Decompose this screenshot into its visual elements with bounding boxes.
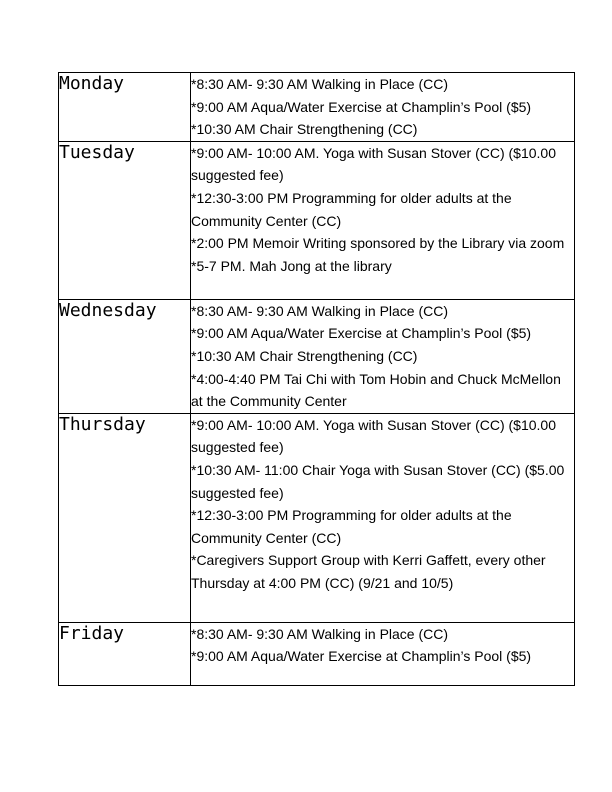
event-list xyxy=(191,413,575,622)
event-item: *5-7 PM. Mah Jong at the library xyxy=(191,257,392,274)
event-list xyxy=(191,622,575,685)
event-item: *8:30 AM- 9:30 AM Walking in Place (CC) xyxy=(191,302,449,319)
day-label: Friday xyxy=(59,622,191,685)
event-list xyxy=(191,141,575,299)
event-item: *9:00 AM Aqua/Water Exercise at Champlin’s Pool ($5) xyxy=(191,325,532,342)
day-label: Monday xyxy=(59,73,191,142)
event-item: *2:00 PM Memoir Writing sponsored by the Library via zoom xyxy=(191,235,565,252)
event-list xyxy=(191,299,575,413)
event-item: *Caregivers Support Group with Kerri Gaffett, every other Thursday at 4:00 PM (CC) (9/21 and 10/5) xyxy=(191,552,546,591)
event-item: *9:00 AM- 10:00 AM. Yoga with Susan Stover (CC) ($10.00 suggested fee) xyxy=(191,416,556,456)
day-label: Thursday xyxy=(59,413,191,622)
event-item: *10:30 AM Chair Strengthening (CC) xyxy=(191,347,418,364)
event-item: *10:30 AM- 11:00 Chair Yoga with Susan Stover (CC) ($5.00 suggested fee) xyxy=(191,461,565,501)
day-label: Tuesday xyxy=(59,141,191,299)
event-item: *8:30 AM- 9:30 AM Walking in Place (CC) xyxy=(191,625,449,642)
event-item: *9:00 AM- 10:00 AM. Yoga with Susan Stover (CC) ($10.00 suggested fee) xyxy=(191,144,556,184)
day-label: Wednesday xyxy=(59,299,191,413)
schedule-row-wednesday xyxy=(59,299,575,413)
event-item: *12:30-3:00 PM Programming for older adults at the Community Center (CC) xyxy=(191,189,512,229)
schedule-row-tuesday xyxy=(59,141,575,299)
event-item: *4:00-4:40 PM Tai Chi with Tom Hobin and Chuck McMellon at the Community Center xyxy=(191,370,561,410)
event-item: *8:30 AM- 9:30 AM Walking in Place (CC) xyxy=(191,76,449,92)
weekly-schedule-table xyxy=(58,72,575,686)
event-list xyxy=(191,73,575,142)
schedule-row-monday xyxy=(59,73,575,142)
schedule-row-friday xyxy=(59,622,575,685)
event-item: *10:30 AM Chair Strengthening (CC) xyxy=(191,121,418,138)
event-item: *9:00 AM Aqua/Water Exercise at Champlin’s Pool ($5) xyxy=(191,98,532,115)
event-item: *12:30-3:00 PM Programming for older adults at the Community Center (CC) xyxy=(191,507,512,546)
event-item: *9:00 AM Aqua/Water Exercise at Champlin’s Pool ($5) xyxy=(191,648,532,665)
schedule-row-thursday xyxy=(59,413,575,622)
